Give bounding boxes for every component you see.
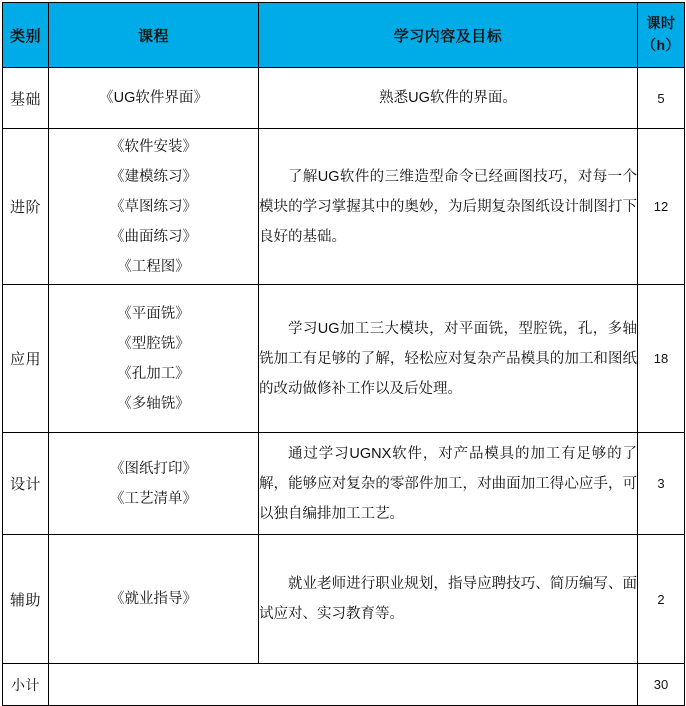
row-hours: 3 xyxy=(638,433,685,535)
row-courses xyxy=(49,535,259,664)
header-hours xyxy=(638,3,685,68)
row-hours: 18 xyxy=(638,285,685,433)
table-row xyxy=(3,129,685,285)
course-item: 《工程图》 xyxy=(117,258,190,275)
table-row xyxy=(3,68,685,129)
row-content: 通过学习UGNX软件，对产品模具的加工有足够的了解，能够应对复杂的零部件加工，对曲面加工得心应手，可以独自编排加工工艺。 xyxy=(259,433,638,535)
row-hours: 2 xyxy=(638,535,685,664)
course-item: 《UG软件界面》 xyxy=(99,90,208,106)
row-courses xyxy=(49,433,259,535)
header-hours-line2: （h） xyxy=(641,37,681,53)
course-item: 《曲面练习》 xyxy=(110,228,197,245)
row-hours: 5 xyxy=(638,68,685,129)
total-hours: 30 xyxy=(638,664,685,706)
table-header-row xyxy=(3,3,685,68)
course-item: 《多轴铣》 xyxy=(117,395,190,412)
header-category: 类别 xyxy=(3,3,49,68)
row-content: 熟悉UG软件的界面。 xyxy=(259,68,638,129)
row-content: 就业老师进行职业规划，指导应聘技巧、简历编写、面试应对、实习教育等。 xyxy=(259,535,638,664)
row-category: 辅助 xyxy=(3,535,49,664)
course-item: 《软件安装》 xyxy=(110,138,197,155)
row-category: 基础 xyxy=(3,68,49,129)
row-content: 了解UG软件的三维造型命令已经画图技巧，对每一个模块的学习掌握其中的奥妙，为后期复杂图纸设计制图打下良好的基础。 xyxy=(259,129,638,285)
total-label: 小计 xyxy=(3,664,49,706)
row-courses xyxy=(49,129,259,285)
course-item: 《工艺清单》 xyxy=(110,490,197,507)
row-category: 进阶 xyxy=(3,129,49,285)
header-content: 学习内容及目标 xyxy=(259,3,638,68)
header-course: 课程 xyxy=(49,3,259,68)
row-category: 设计 xyxy=(3,433,49,535)
row-courses xyxy=(49,68,259,129)
course-item: 《就业指导》 xyxy=(110,591,197,607)
curriculum-table xyxy=(2,2,685,706)
course-item: 《孔加工》 xyxy=(117,365,190,382)
header-hours-line1: 课时 xyxy=(646,15,676,32)
table-row xyxy=(3,535,685,664)
course-item: 《草图练习》 xyxy=(110,198,197,215)
row-courses xyxy=(49,285,259,433)
row-content: 学习UG加工三大模块，对平面铣，型腔铣，孔，多轴铣加工有足够的了解，轻松应对复杂产品模具的加工和图纸的改动做修补工作以及后处理。 xyxy=(259,285,638,433)
total-merged-cell xyxy=(49,664,638,706)
course-item: 《图纸打印》 xyxy=(110,460,197,477)
course-item: 《建模练习》 xyxy=(110,168,197,185)
course-item: 《平面铣》 xyxy=(117,305,190,322)
table-row xyxy=(3,433,685,535)
table-row xyxy=(3,285,685,433)
row-category: 应用 xyxy=(3,285,49,433)
row-hours: 12 xyxy=(638,129,685,285)
course-item: 《型腔铣》 xyxy=(117,335,190,352)
table-total-row xyxy=(3,664,685,706)
